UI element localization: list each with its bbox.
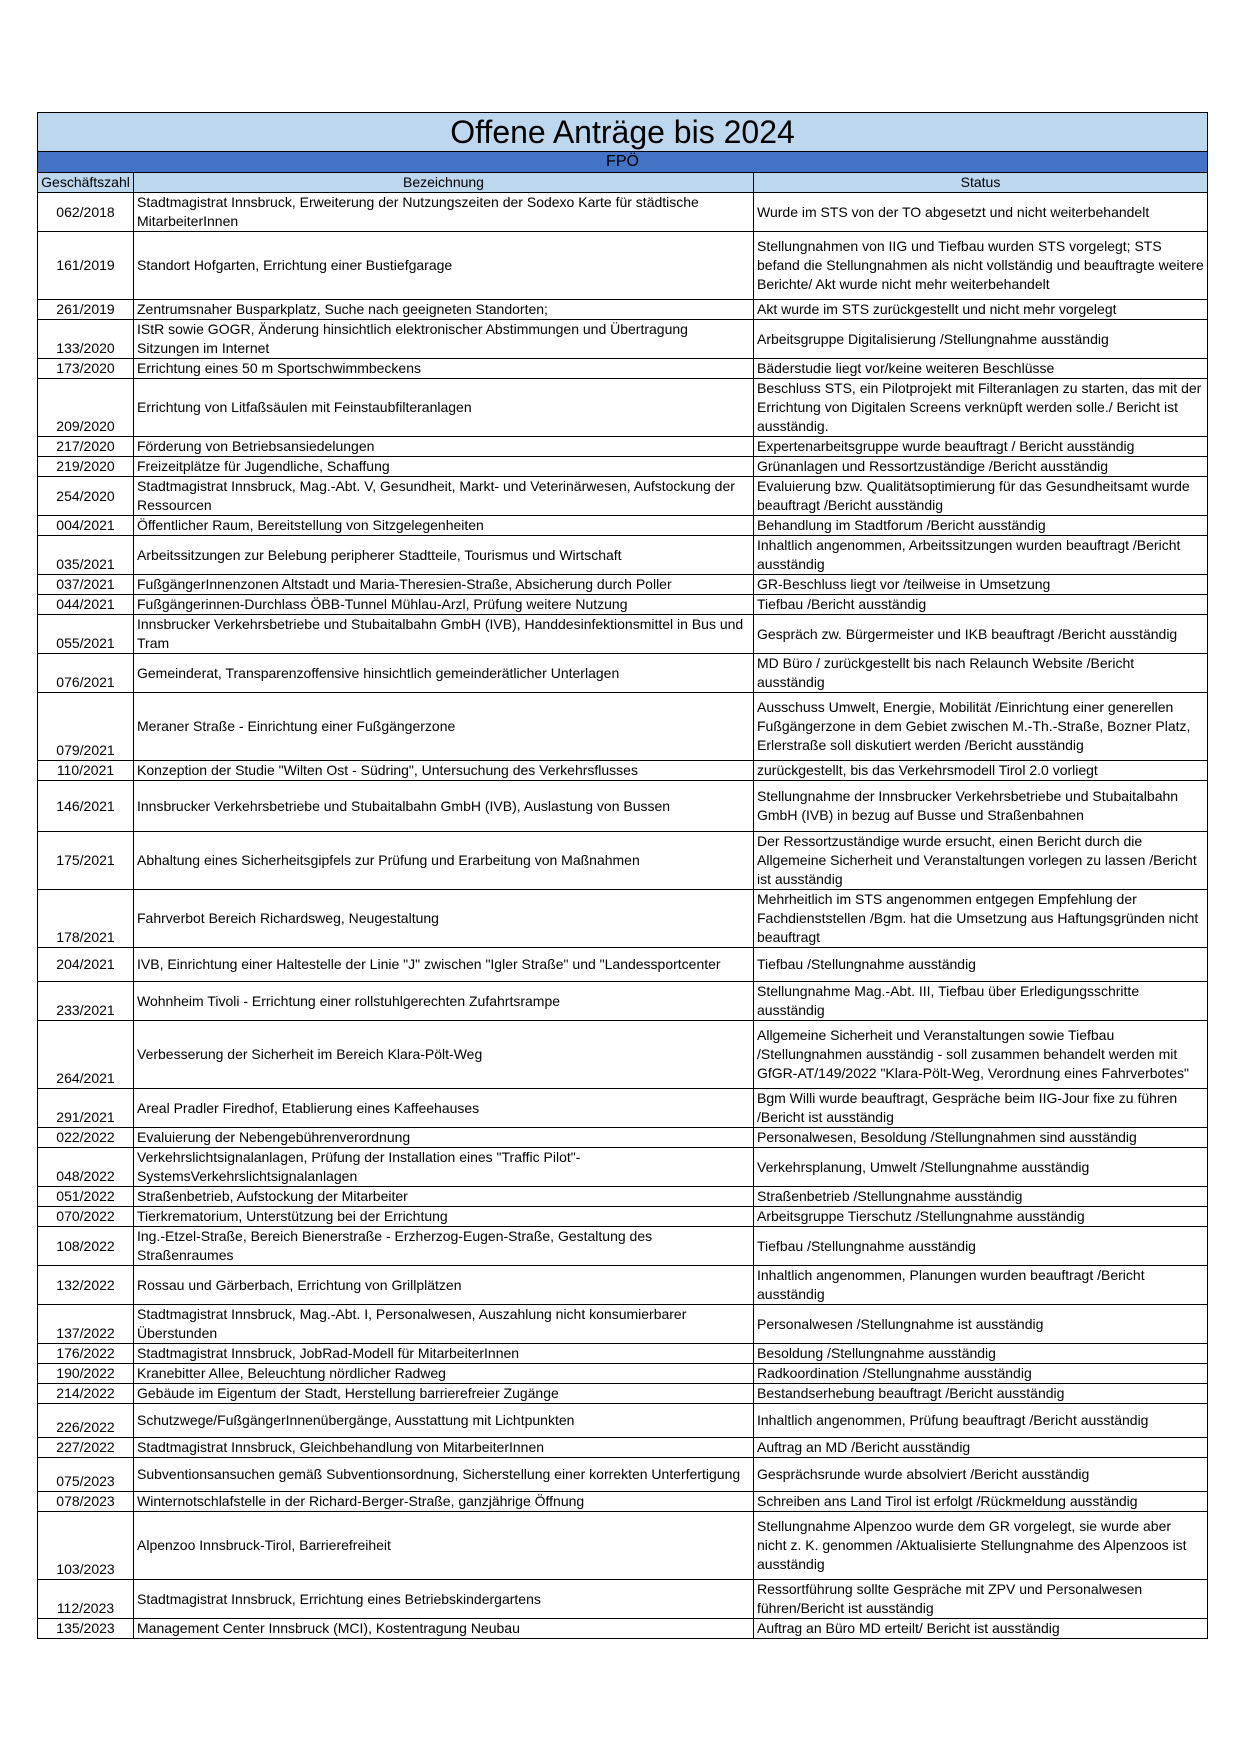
bezeichnung-cell: Schutzwege/FußgängerInnenübergänge, Ausstattung mit Lichtpunkten — [134, 1404, 754, 1438]
geschaeftszahl-cell: 261/2019 — [38, 300, 134, 320]
table-row — [38, 359, 1208, 379]
geschaeftszahl-cell: 175/2021 — [38, 832, 134, 890]
geschaeftszahl-cell: 044/2021 — [38, 595, 134, 615]
status-cell: Bäderstudie liegt vor/keine weiteren Beschlüsse — [754, 359, 1208, 379]
geschaeftszahl-cell: 209/2020 — [38, 379, 134, 437]
table-row — [38, 1227, 1208, 1266]
bezeichnung-cell: Errichtung von Litfaßsäulen mit Feinstaubfilteranlagen — [134, 379, 754, 437]
status-cell: Ressortführung sollte Gespräche mit ZPV und Personalwesen führen/Bericht ist ausständig — [754, 1580, 1208, 1619]
status-cell: Akt wurde im STS zurückgestellt und nicht mehr vorgelegt — [754, 300, 1208, 320]
geschaeftszahl-cell: 204/2021 — [38, 948, 134, 982]
antraege-sheet — [37, 112, 1207, 1639]
geschaeftszahl-cell: 233/2021 — [38, 982, 134, 1021]
status-cell: Der Ressortzuständige wurde ersucht, einen Bericht durch die Allgemeine Sicherheit und Veranstaltungen vorlegen zu lassen /Bericht ist ausständig — [754, 832, 1208, 890]
antraege-table — [37, 112, 1208, 1639]
table-row — [38, 832, 1208, 890]
table-row — [38, 1512, 1208, 1580]
geschaeftszahl-cell: 178/2021 — [38, 890, 134, 948]
geschaeftszahl-cell: 079/2021 — [38, 693, 134, 761]
table-row — [38, 761, 1208, 781]
column-header-status: Status — [754, 173, 1208, 193]
status-cell: Grünanlagen und Ressortzuständige /Bericht ausständig — [754, 457, 1208, 477]
status-cell: Inhaltlich angenommen, Arbeitssitzungen wurden beauftragt /Bericht ausständig — [754, 536, 1208, 575]
status-cell: Tiefbau /Stellungnahme ausständig — [754, 948, 1208, 982]
bezeichnung-cell: Konzeption der Studie "Wilten Ost - Südring", Untersuchung des Verkehrsflusses — [134, 761, 754, 781]
bezeichnung-cell: Errichtung eines 50 m Sportschwimmbeckens — [134, 359, 754, 379]
table-row — [38, 1187, 1208, 1207]
status-cell: Inhaltlich angenommen, Prüfung beauftragt /Bericht ausständig — [754, 1404, 1208, 1438]
table-row — [38, 437, 1208, 457]
table-row — [38, 948, 1208, 982]
geschaeftszahl-cell: 078/2023 — [38, 1492, 134, 1512]
geschaeftszahl-cell: 051/2022 — [38, 1187, 134, 1207]
bezeichnung-cell: Stadtmagistrat Innsbruck, Mag.-Abt. V, Gesundheit, Markt- und Veterinärwesen, Aufstockung der Ressourcen — [134, 477, 754, 516]
table-row — [38, 781, 1208, 832]
bezeichnung-cell: Tierkrematorium, Unterstützung bei der Errichtung — [134, 1207, 754, 1227]
geschaeftszahl-cell: 227/2022 — [38, 1438, 134, 1458]
status-cell: Straßenbetrieb /Stellungnahme ausständig — [754, 1187, 1208, 1207]
table-row — [38, 516, 1208, 536]
bezeichnung-cell: Evaluierung der Nebengebührenverordnung — [134, 1128, 754, 1148]
status-cell: Stellungnahme der Innsbrucker Verkehrsbetriebe und Stubaitalbahn GmbH (IVB) in bezug auf Busse und Straßenbahnen — [754, 781, 1208, 832]
bezeichnung-cell: FußgängerInnenzonen Altstadt und Maria-Theresien-Straße, Absicherung durch Poller — [134, 575, 754, 595]
column-header-nr: Geschäftszahl — [38, 173, 134, 193]
status-cell: Wurde im STS von der TO abgesetzt und nicht weiterbehandelt — [754, 193, 1208, 232]
status-cell: MD Büro / zurückgestellt bis nach Relaunch Website /Bericht ausständig — [754, 654, 1208, 693]
bezeichnung-cell: Rossau und Gärberbach, Errichtung von Grillplätzen — [134, 1266, 754, 1305]
geschaeftszahl-cell: 291/2021 — [38, 1089, 134, 1128]
column-header-bezeichnung: Bezeichnung — [134, 173, 754, 193]
status-cell: Behandlung im Stadtforum /Bericht ausständig — [754, 516, 1208, 536]
status-cell: Tiefbau /Stellungnahme ausständig — [754, 1227, 1208, 1266]
bezeichnung-cell: Wohnheim Tivoli - Errichtung einer rollstuhlgerechten Zufahrtsrampe — [134, 982, 754, 1021]
bezeichnung-cell: Zentrumsnaher Busparkplatz, Suche nach geeigneten Standorten; — [134, 300, 754, 320]
table-row — [38, 1438, 1208, 1458]
status-cell: Mehrheitlich im STS angenommen entgegen Empfehlung der Fachdienststellen /Bgm. hat die Umsetzung aus Haftungsgründen nicht beauftragt — [754, 890, 1208, 948]
table-row — [38, 457, 1208, 477]
geschaeftszahl-cell: 035/2021 — [38, 536, 134, 575]
geschaeftszahl-cell: 173/2020 — [38, 359, 134, 379]
table-row — [38, 1384, 1208, 1404]
bezeichnung-cell: Innsbrucker Verkehrsbetriebe und Stubaitalbahn GmbH (IVB), Auslastung von Bussen — [134, 781, 754, 832]
status-cell: Stellungnahme Alpenzoo wurde dem GR vorgelegt, sie wurde aber nicht z. K. genommen /Aktualisierte Stellungnahme des Alpenzoos ist ausständig — [754, 1512, 1208, 1580]
table-row — [38, 1148, 1208, 1187]
bezeichnung-cell: Förderung von Betriebsansiedelungen — [134, 437, 754, 457]
table-row — [38, 232, 1208, 300]
table-row — [38, 1207, 1208, 1227]
table-row — [38, 693, 1208, 761]
bezeichnung-cell: Kranebitter Allee, Beleuchtung nördlicher Radweg — [134, 1364, 754, 1384]
geschaeftszahl-cell: 062/2018 — [38, 193, 134, 232]
geschaeftszahl-cell: 076/2021 — [38, 654, 134, 693]
table-row — [38, 654, 1208, 693]
bezeichnung-cell: IStR sowie GOGR, Änderung hinsichtlich elektronischer Abstimmungen und Übertragung Sitzungen im Internet — [134, 320, 754, 359]
status-cell: Tiefbau /Bericht ausständig — [754, 595, 1208, 615]
bezeichnung-cell: Stadtmagistrat Innsbruck, Gleichbehandlung von MitarbeiterInnen — [134, 1438, 754, 1458]
status-cell: Arbeitsgruppe Tierschutz /Stellungnahme ausständig — [754, 1207, 1208, 1227]
geschaeftszahl-cell: 137/2022 — [38, 1305, 134, 1344]
table-row — [38, 193, 1208, 232]
table-row — [38, 1089, 1208, 1128]
geschaeftszahl-cell: 133/2020 — [38, 320, 134, 359]
status-cell: Stellungnahme Mag.-Abt. III, Tiefbau über Erledigungsschritte ausständig — [754, 982, 1208, 1021]
status-cell: Evaluierung bzw. Qualitätsoptimierung für das Gesundheitsamt wurde beauftragt /Bericht ausständig — [754, 477, 1208, 516]
status-cell: zurückgestellt, bis das Verkehrsmodell Tirol 2.0 vorliegt — [754, 761, 1208, 781]
geschaeftszahl-cell: 132/2022 — [38, 1266, 134, 1305]
table-row — [38, 536, 1208, 575]
table-row — [38, 1404, 1208, 1438]
geschaeftszahl-cell: 037/2021 — [38, 575, 134, 595]
bezeichnung-cell: Standort Hofgarten, Errichtung einer Bustiefgarage — [134, 232, 754, 300]
geschaeftszahl-cell: 219/2020 — [38, 457, 134, 477]
bezeichnung-cell: Areal Pradler Firedhof, Etablierung eines Kaffeehauses — [134, 1089, 754, 1128]
status-cell: Bgm Willi wurde beauftragt, Gespräche beim IIG-Jour fixe zu führen /Bericht ist ausständig — [754, 1089, 1208, 1128]
status-cell: Ausschuss Umwelt, Energie, Mobilität /Einrichtung einer generellen Fußgängerzone in dem Gebiet zwischen M.-Th.-Straße, Bozner Platz, Erlerstraße soll diskutiert werden /Bericht ausständig — [754, 693, 1208, 761]
geschaeftszahl-cell: 254/2020 — [38, 477, 134, 516]
table-row — [38, 890, 1208, 948]
table-row — [38, 615, 1208, 654]
bezeichnung-cell: Fahrverbot Bereich Richardsweg, Neugestaltung — [134, 890, 754, 948]
geschaeftszahl-cell: 190/2022 — [38, 1364, 134, 1384]
geschaeftszahl-cell: 214/2022 — [38, 1384, 134, 1404]
table-row — [38, 575, 1208, 595]
bezeichnung-cell: Stadtmagistrat Innsbruck, Erweiterung der Nutzungszeiten der Sodexo Karte für städtische MitarbeiterInnen — [134, 193, 754, 232]
bezeichnung-cell: Winternotschlafstelle in der Richard-Berger-Straße, ganzjährige Öffnung — [134, 1492, 754, 1512]
geschaeftszahl-cell: 004/2021 — [38, 516, 134, 536]
bezeichnung-cell: Ing.-Etzel-Straße, Bereich Bienerstraße - Erzherzog-Eugen-Straße, Gestaltung des Straßenraumes — [134, 1227, 754, 1266]
table-row — [38, 1364, 1208, 1384]
geschaeftszahl-cell: 226/2022 — [38, 1404, 134, 1438]
table-row — [38, 1619, 1208, 1639]
table-row — [38, 300, 1208, 320]
party-header: FPÖ — [38, 152, 1208, 173]
status-cell: Besoldung /Stellungnahme ausständig — [754, 1344, 1208, 1364]
geschaeftszahl-cell: 075/2023 — [38, 1458, 134, 1492]
status-cell: Inhaltlich angenommen, Planungen wurden beauftragt /Bericht ausständig — [754, 1266, 1208, 1305]
bezeichnung-cell: Fußgängerinnen-Durchlass ÖBB-Tunnel Mühlau-Arzl, Prüfung weitere Nutzung — [134, 595, 754, 615]
status-cell: Arbeitsgruppe Digitalisierung /Stellungnahme ausständig — [754, 320, 1208, 359]
table-row — [38, 1492, 1208, 1512]
table-row — [38, 1305, 1208, 1344]
bezeichnung-cell: Management Center Innsbruck (MCI), Kostentragung Neubau — [134, 1619, 754, 1639]
table-row — [38, 1266, 1208, 1305]
geschaeftszahl-cell: 217/2020 — [38, 437, 134, 457]
table-row — [38, 477, 1208, 516]
column-header-row — [38, 173, 1208, 193]
geschaeftszahl-cell: 112/2023 — [38, 1580, 134, 1619]
geschaeftszahl-cell: 264/2021 — [38, 1021, 134, 1089]
table-row — [38, 1458, 1208, 1492]
bezeichnung-cell: Arbeitssitzungen zur Belebung peripherer Stadtteile, Tourismus und Wirtschaft — [134, 536, 754, 575]
bezeichnung-cell: IVB, Einrichtung einer Haltestelle der Linie "J" zwischen "Igler Straße" und "Landessportcenter — [134, 948, 754, 982]
geschaeftszahl-cell: 048/2022 — [38, 1148, 134, 1187]
geschaeftszahl-cell: 110/2021 — [38, 761, 134, 781]
geschaeftszahl-cell: 022/2022 — [38, 1128, 134, 1148]
status-cell: GR-Beschluss liegt vor /teilweise in Umsetzung — [754, 575, 1208, 595]
bezeichnung-cell: Freizeitplätze für Jugendliche, Schaffung — [134, 457, 754, 477]
table-row — [38, 982, 1208, 1021]
bezeichnung-cell: Subventionsansuchen gemäß Subventionsordnung, Sicherstellung einer korrekten Unterfertigung — [134, 1458, 754, 1492]
geschaeftszahl-cell: 146/2021 — [38, 781, 134, 832]
table-row — [38, 1580, 1208, 1619]
geschaeftszahl-cell: 070/2022 — [38, 1207, 134, 1227]
status-cell: Radkoordination /Stellungnahme ausständig — [754, 1364, 1208, 1384]
table-row — [38, 595, 1208, 615]
bezeichnung-cell: Alpenzoo Innsbruck-Tirol, Barrierefreiheit — [134, 1512, 754, 1580]
status-cell: Auftrag an Büro MD erteilt/ Bericht ist ausständig — [754, 1619, 1208, 1639]
status-cell: Expertenarbeitsgruppe wurde beauftragt / Bericht ausständig — [754, 437, 1208, 457]
status-cell: Gespräch zw. Bürgermeister und IKB beauftragt /Bericht ausständig — [754, 615, 1208, 654]
status-cell: Verkehrsplanung, Umwelt /Stellungnahme ausständig — [754, 1148, 1208, 1187]
status-cell: Personalwesen /Stellungnahme ist ausständig — [754, 1305, 1208, 1344]
status-cell: Stellungnahmen von IIG und Tiefbau wurden STS vorgelegt; STS befand die Stellungnahmen als nicht vollständig und beauftragte weitere Berichte/ Akt wurde nicht mehr weiterbehandelt — [754, 232, 1208, 300]
bezeichnung-cell: Gemeinderat, Transparenzoffensive hinsichtlich gemeinderätlicher Unterlagen — [134, 654, 754, 693]
bezeichnung-cell: Verkehrslichtsignalanlagen, Prüfung der Installation eines "Traffic Pilot"-SystemsVerkehrslichtsignalanlagen — [134, 1148, 754, 1187]
bezeichnung-cell: Verbesserung der Sicherheit im Bereich Klara-Pölt-Weg — [134, 1021, 754, 1089]
status-cell: Beschluss STS, ein Pilotprojekt mit Filteranlagen zu starten, das mit der Errichtung von Digitalen Screens verknüpft werden solle./ Bericht ist ausständig. — [754, 379, 1208, 437]
status-cell: Auftrag an MD /Bericht ausständig — [754, 1438, 1208, 1458]
status-cell: Bestandserhebung beauftragt /Bericht ausständig — [754, 1384, 1208, 1404]
bezeichnung-cell: Stadtmagistrat Innsbruck, Errichtung eines Betriebskindergartens — [134, 1580, 754, 1619]
page-title: Offene Anträge bis 2024 — [38, 113, 1208, 152]
geschaeftszahl-cell: 135/2023 — [38, 1619, 134, 1639]
geschaeftszahl-cell: 108/2022 — [38, 1227, 134, 1266]
table-row — [38, 379, 1208, 437]
bezeichnung-cell: Straßenbetrieb, Aufstockung der Mitarbeiter — [134, 1187, 754, 1207]
table-row — [38, 1128, 1208, 1148]
geschaeftszahl-cell: 176/2022 — [38, 1344, 134, 1364]
bezeichnung-cell: Gebäude im Eigentum der Stadt, Herstellung barrierefreier Zugänge — [134, 1384, 754, 1404]
geschaeftszahl-cell: 103/2023 — [38, 1512, 134, 1580]
bezeichnung-cell: Meraner Straße - Einrichtung einer Fußgängerzone — [134, 693, 754, 761]
status-cell: Schreiben ans Land Tirol ist erfolgt /Rückmeldung ausständig — [754, 1492, 1208, 1512]
bezeichnung-cell: Stadtmagistrat Innsbruck, JobRad-Modell für MitarbeiterInnen — [134, 1344, 754, 1364]
status-cell: Allgemeine Sicherheit und Veranstaltungen sowie Tiefbau /Stellungnahmen ausständig - soll zusammen behandelt werden mit GfGR-AT/149/2022 "Klara-Pölt-Weg, Verordnung eines Fahrverbotes" — [754, 1021, 1208, 1089]
bezeichnung-cell: Abhaltung eines Sicherheitsgipfels zur Prüfung und Erarbeitung von Maßnahmen — [134, 832, 754, 890]
bezeichnung-cell: Stadtmagistrat Innsbruck, Mag.-Abt. I, Personalwesen, Auszahlung nicht konsumierbarer Überstunden — [134, 1305, 754, 1344]
geschaeftszahl-cell: 055/2021 — [38, 615, 134, 654]
table-row — [38, 1344, 1208, 1364]
bezeichnung-cell: Öffentlicher Raum, Bereitstellung von Sitzgelegenheiten — [134, 516, 754, 536]
geschaeftszahl-cell: 161/2019 — [38, 232, 134, 300]
bezeichnung-cell: Innsbrucker Verkehrsbetriebe und Stubaitalbahn GmbH (IVB), Handdesinfektionsmittel in Bus und Tram — [134, 615, 754, 654]
table-row — [38, 1021, 1208, 1089]
status-cell: Gesprächsrunde wurde absolviert /Bericht ausständig — [754, 1458, 1208, 1492]
status-cell: Personalwesen, Besoldung /Stellungnahmen sind ausständig — [754, 1128, 1208, 1148]
table-row — [38, 320, 1208, 359]
